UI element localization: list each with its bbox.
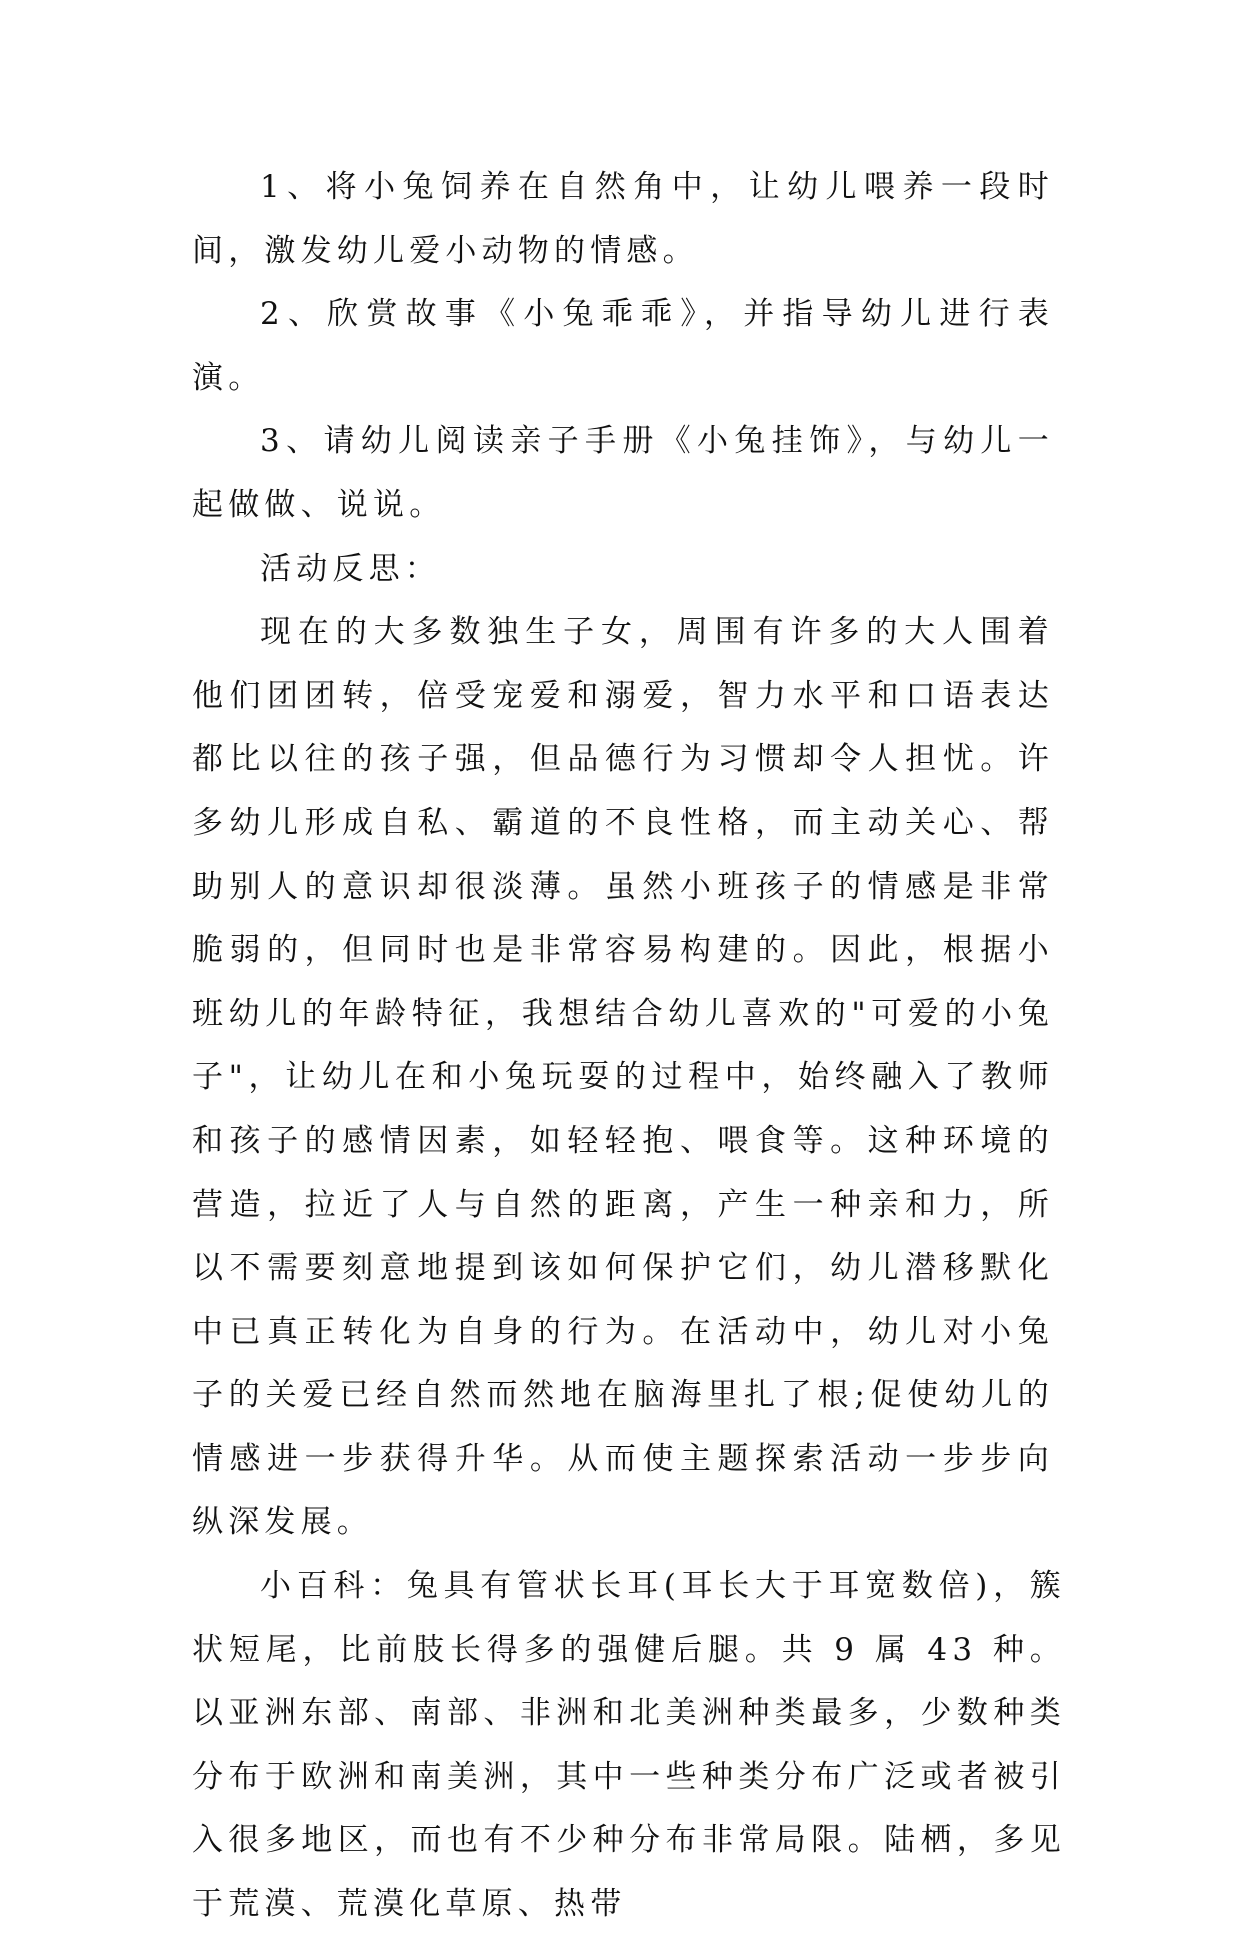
paragraph-activity-2: 2、欣赏故事《小兔乖乖》，并指导幼儿进行表演。	[192, 296, 1054, 396]
document-body	[192, 156, 1066, 1937]
paragraph-reflection: 现在的大多数独生子女，周围有许多的大人围着他们团团转，倍受宠爱和溺爱，智力水平和口语表达都比以往的孩子强，但品德行为习惯却令人担忧。许多幼儿形成自私、霸道的不良性格，而主动关心、帮助别人的意识却很淡薄。虽然小班孩子的情感是非常脆弱的，但同时也是非常容易构建的。因此，根据小班幼儿的年龄特征，我想结合幼儿喜欢的"可爱的小兔子"，让幼儿在和小兔玩耍的过程中，始终融入了教师和孩子的感情因素，如轻轻抱、喂食等。这种环境的营造，拉近了人与自然的距离，产生一种亲和力，所以不需要刻意地提到该如何保护它们，幼儿潜移默化中已真正转化为自身的行为。在活动中，幼儿对小兔子的关爱已经自然而然地在脑海里扎了根;促使幼儿的情感进一步获得升华。从而使主题探索活动一步步向纵深发展。	[192, 614, 1054, 1541]
paragraph-encyclopedia: 小百科：兔具有管状长耳(耳长大于耳宽数倍)，簇状短尾，比前肢长得多的强健后腿。共 9 属 43 种。以亚洲东部、南部、非洲和北美洲种类最多，少数种类分布于欧洲和南美洲，其中一些种类分布广泛或者被引入很多地区，而也有不少种分布非常局限。陆栖，多见于荒漠、荒漠化草原、热带	[192, 1568, 1066, 1923]
paragraph-activity-3: 3、请幼儿阅读亲子手册《小兔挂饰》，与幼儿一起做做、说说。	[192, 423, 1054, 523]
section-heading-reflection: 活动反思：	[260, 550, 441, 587]
paragraph-activity-1: 1、将小兔饲养在自然角中，让幼儿喂养一段时间，激发幼儿爱小动物的情感。	[192, 169, 1054, 269]
